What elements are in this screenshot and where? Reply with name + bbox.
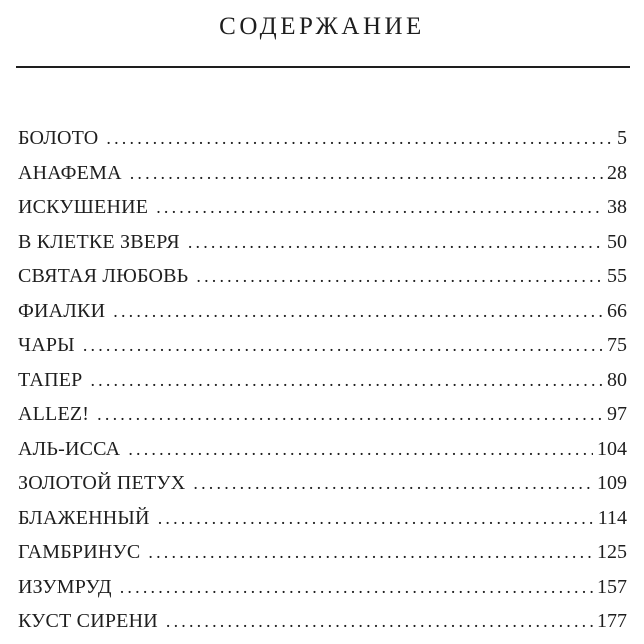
- toc-entry-page: 55: [607, 265, 627, 287]
- toc-entry[interactable]: [18, 570, 627, 605]
- toc-entry-page: 66: [607, 299, 627, 322]
- toc-dot-leader: [97, 397, 603, 432]
- toc-entry-title: ИСКУШЕНИЕ: [18, 196, 149, 218]
- toc-entry-page: 38: [607, 196, 627, 218]
- toc-dot-leader: [120, 570, 593, 605]
- toc-entry-title: СВЯТАЯ ЛЮБОВЬ: [18, 265, 189, 287]
- toc-entry[interactable]: [18, 121, 627, 156]
- toc-dot-leader: [90, 363, 603, 398]
- toc-entry-page: 75: [607, 334, 627, 356]
- toc-entry[interactable]: [18, 190, 627, 225]
- toc-entry-title: АЛЬ-ИССА: [18, 437, 121, 460]
- toc-dot-leader: [83, 328, 603, 363]
- toc-entry-page: 125: [597, 541, 627, 563]
- toc-entry[interactable]: [18, 294, 627, 329]
- toc-dot-leader: [188, 225, 603, 260]
- toc-entry-page: 157: [597, 575, 627, 598]
- toc-dot-leader: [196, 259, 603, 294]
- toc-dot-leader: [106, 121, 613, 156]
- toc-dot-leader: [128, 432, 593, 467]
- toc-entry[interactable]: [18, 259, 627, 294]
- toc-dot-leader: [158, 501, 594, 536]
- toc-entry-page: 28: [607, 161, 627, 184]
- toc-entry-title: ЧАРЫ: [18, 334, 75, 356]
- title-divider: [16, 66, 630, 68]
- toc-entry[interactable]: [18, 397, 627, 432]
- toc-entry-title: ГАМБРИНУС: [18, 541, 141, 563]
- toc-entry-page: 104: [597, 437, 627, 460]
- toc-entry-page: 97: [607, 403, 627, 425]
- toc-entry-title: ALLEZ!: [18, 403, 90, 425]
- toc-entry-title: БОЛОТО: [18, 127, 99, 149]
- page-title: СОДЕРЖАНИЕ: [219, 13, 425, 40]
- toc-entry-title: ФИАЛКИ: [18, 299, 106, 322]
- toc-entry-title: АНАФЕМА: [18, 161, 122, 184]
- toc-entry[interactable]: [18, 156, 627, 191]
- toc-entry-title: В КЛЕТКЕ ЗВЕРЯ: [18, 230, 180, 253]
- toc-entry[interactable]: [18, 328, 627, 363]
- toc-entry-page: 109: [597, 472, 627, 494]
- toc-entry[interactable]: [18, 604, 627, 639]
- toc-entry-title: КУСТ СИРЕНИ: [18, 610, 158, 632]
- table-of-contents: [18, 121, 627, 639]
- toc-entry[interactable]: [18, 535, 627, 570]
- toc-dot-leader: [166, 604, 593, 639]
- toc-dot-leader: [156, 190, 603, 225]
- toc-entry[interactable]: [18, 466, 627, 501]
- toc-entry[interactable]: [18, 225, 627, 260]
- toc-dot-leader: [130, 156, 603, 191]
- toc-entry-page: 80: [607, 368, 627, 391]
- toc-dot-leader: [193, 466, 593, 501]
- toc-dot-leader: [148, 535, 593, 570]
- toc-entry-title: БЛАЖЕННЫЙ: [18, 506, 150, 529]
- toc-dot-leader: [113, 294, 603, 329]
- toc-entry-title: ЗОЛОТОЙ ПЕТУХ: [18, 472, 186, 494]
- toc-entry[interactable]: [18, 363, 627, 398]
- toc-entry-page: 5: [617, 127, 627, 149]
- toc-entry[interactable]: [18, 501, 627, 536]
- toc-entry[interactable]: [18, 432, 627, 467]
- toc-entry-page: 177: [597, 610, 627, 632]
- toc-entry-title: ТАПЕР: [18, 368, 83, 391]
- toc-entry-page: 50: [607, 230, 627, 253]
- toc-entry-title: ИЗУМРУД: [18, 575, 112, 598]
- toc-entry-page: 114: [597, 506, 627, 529]
